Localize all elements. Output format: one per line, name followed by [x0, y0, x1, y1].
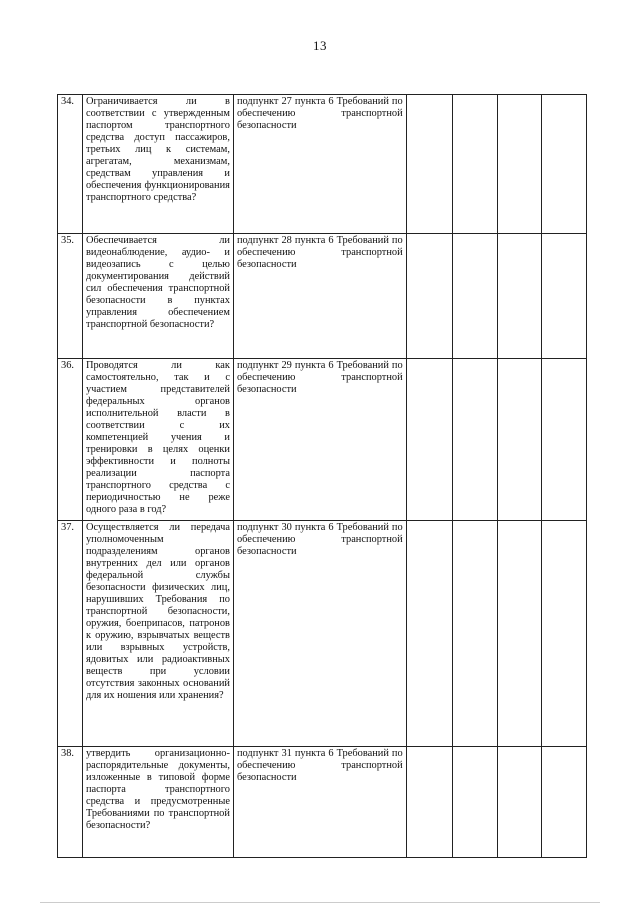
page-bottom-edge: [40, 902, 600, 903]
reference-text: подпункт 28 пункта 6 Требований по обеспечению транспортной безопасности: [236, 235, 403, 270]
answer-cell-note: [542, 95, 587, 234]
legal-reference: [233, 747, 406, 858]
question-text: Обеспечивается ли видеонаблюдение, аудио- и видеозапись с целью документирования действий сил обеспечения транспортной безопасности в пунктах управления обеспечением транспортной безопасности?: [85, 235, 230, 330]
answer-cell-no: [453, 359, 498, 521]
question-text: Осуществляется ли передача уполномоченным подразделениям органов внутренних дел или органов федеральной службы безопасности физических лиц, нарушивших Требования по транспортной безопасности, оружия, боеприпасов, патронов к оружию, взрывчатых веществ или взрывных устройств, ядовитых или радиоактивных веществ при условии отсутствия законных оснований для их ношения или хранения?: [85, 522, 230, 701]
table-row: [58, 521, 587, 747]
row-number: 38.: [58, 747, 83, 858]
answer-cell-note: [542, 521, 587, 747]
reference-text: подпункт 27 пункта 6 Требований по обеспечению транспортной безопасности: [236, 96, 403, 131]
answer-cell-yes: [406, 234, 453, 359]
requirement-question: [82, 747, 233, 858]
legal-reference: [233, 95, 406, 234]
question-text: Ограничивается ли в соответствии с утвержденным паспортом транспортного средства доступ пассажиров, третьих лиц к системам, агрегатам, механизмам, средствам управления и обеспечения функционирования транспортного средства?: [85, 96, 230, 203]
answer-cell-yes: [406, 747, 453, 858]
table-row: [58, 359, 587, 521]
row-number: 34.: [58, 95, 83, 234]
table-row: [58, 95, 587, 234]
answer-cell-na: [497, 359, 542, 521]
requirement-question: [82, 95, 233, 234]
answer-cell-no: [453, 747, 498, 858]
requirement-question: [82, 359, 233, 521]
table-row: [58, 234, 587, 359]
answer-cell-no: [453, 234, 498, 359]
answer-cell-na: [497, 747, 542, 858]
answer-cell-yes: [406, 521, 453, 747]
question-text: Проводятся ли как самостоятельно, так и с участием представителей федеральных органов исполнительной власти в соответствии с их компетенцией учения и тренировки в целях оценки эффективности и полноты реализации паспорта транспортного средства с периодичностью не реже одного раза в год?: [85, 360, 230, 515]
question-text: утвердить организационно-распорядительные документы, изложенные в типовой форме паспорта транспортного средства и предусмотренные Требованиями по транспортной безопасности?: [85, 748, 230, 831]
answer-cell-note: [542, 359, 587, 521]
answer-cell-na: [497, 234, 542, 359]
reference-text: подпункт 30 пункта 6 Требований по обеспечению транспортной безопасности: [236, 522, 403, 557]
requirement-question: [82, 234, 233, 359]
reference-text: подпункт 29 пункта 6 Требований по обеспечению транспортной безопасности: [236, 360, 403, 395]
row-number: 35.: [58, 234, 83, 359]
row-number: 36.: [58, 359, 83, 521]
checklist-table: [57, 94, 587, 858]
answer-cell-note: [542, 747, 587, 858]
answer-cell-yes: [406, 359, 453, 521]
page-number: 13: [313, 38, 327, 53]
legal-reference: [233, 521, 406, 747]
requirement-question: [82, 521, 233, 747]
answer-cell-no: [453, 95, 498, 234]
row-number: 37.: [58, 521, 83, 747]
legal-reference: [233, 234, 406, 359]
table-row: [58, 747, 587, 858]
answer-cell-na: [497, 521, 542, 747]
answer-cell-na: [497, 95, 542, 234]
answer-cell-yes: [406, 95, 453, 234]
reference-text: подпункт 31 пункта 6 Требований по обеспечению транспортной безопасности: [236, 748, 403, 783]
answer-cell-note: [542, 234, 587, 359]
legal-reference: [233, 359, 406, 521]
answer-cell-no: [453, 521, 498, 747]
